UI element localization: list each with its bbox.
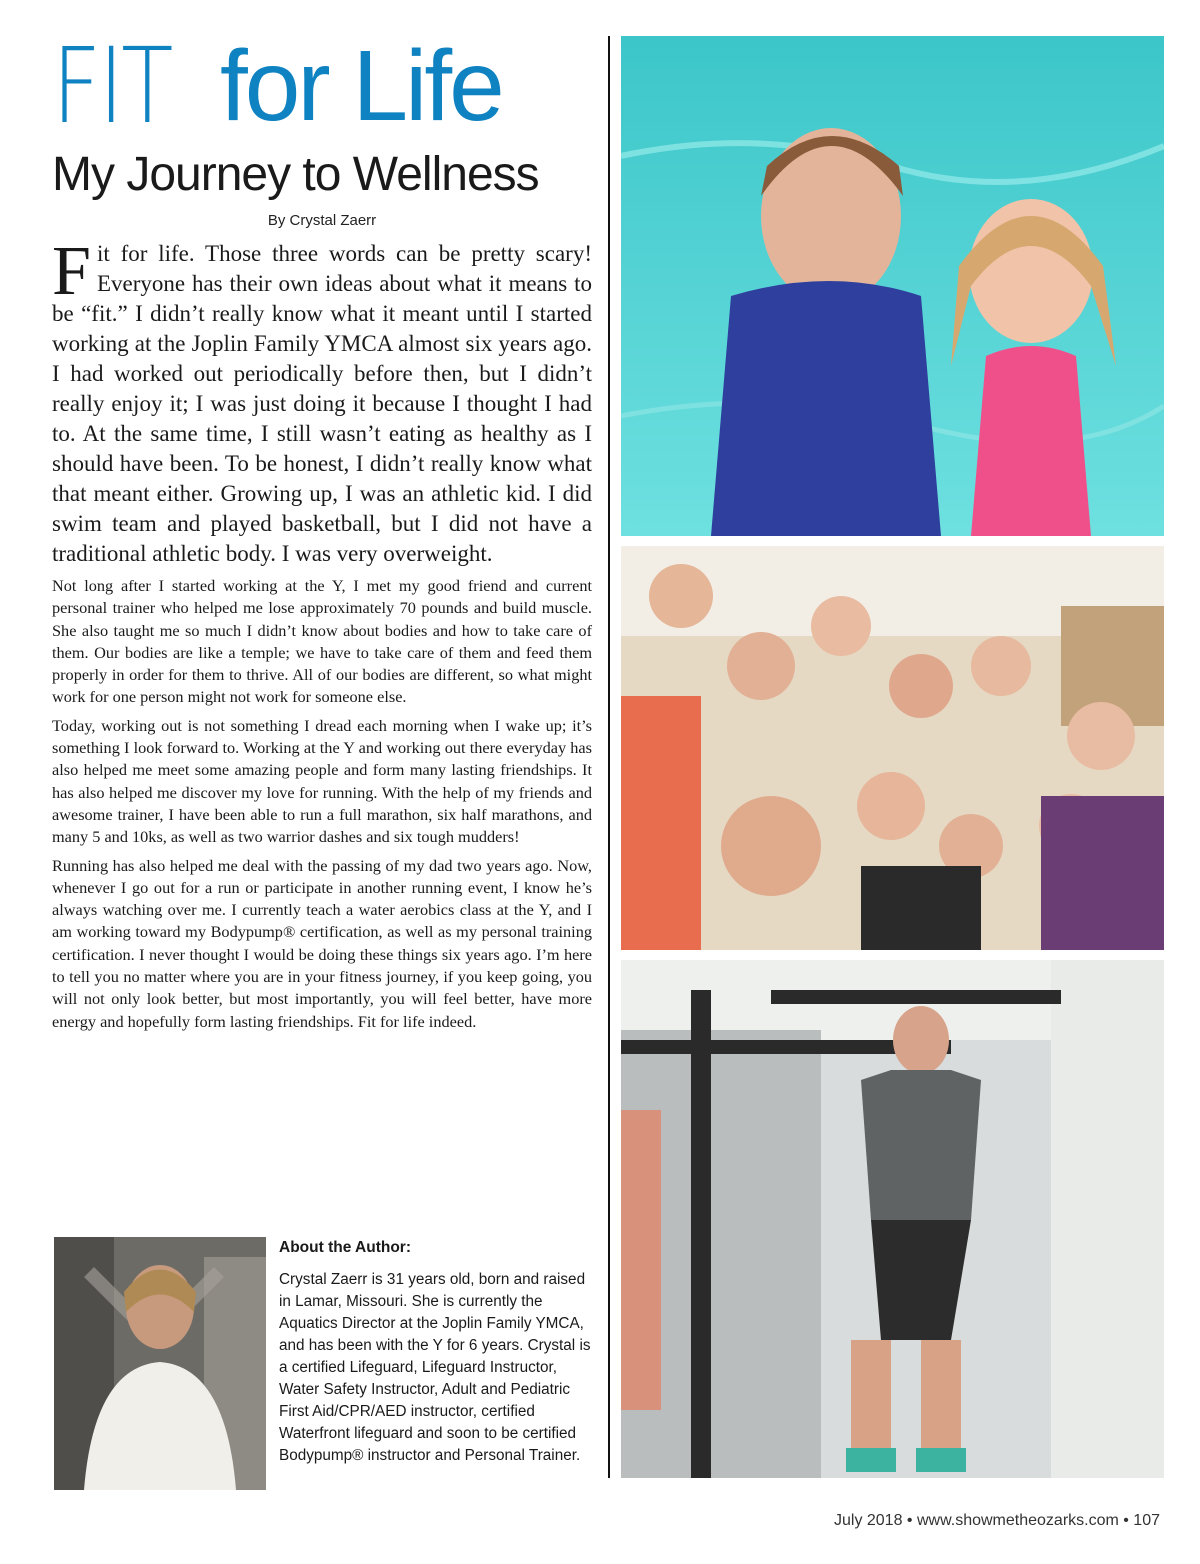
column-divider: [608, 36, 610, 1478]
pullup-photo: [621, 960, 1164, 1478]
body-paragraph-3: Running has also helped me deal with the passing of my dad two years ago. Now, whenever I go out for a run or participate in another running event, I know he’s always watching over me. I currently teach a water aerobics class at the Y, and I am working toward my Bodypump® certification, as well as my personal training certification. I never thought I would be doing these things six years ago. I’m here to tell you no matter where you are in your fitness journey, if you keep going, you will not only look better, but most importantly, you will feel better, have more energy and hopefully form lasting friendships. Fit for life indeed.: [52, 855, 592, 1031]
title-for-life: for Life: [220, 30, 502, 142]
author-photo: [54, 1237, 266, 1490]
byline: By Crystal Zaerr: [267, 212, 377, 229]
group-photo: [621, 546, 1164, 950]
drop-cap: F: [52, 233, 91, 310]
title-fit: FIT: [52, 25, 171, 147]
about-the-author: [279, 1237, 599, 1467]
body-paragraph-2: Today, working out is not something I dread each morning when I wake up; it’s something I look forward to. Working at the Y and working out there everyday has also helped me meet some amazing people and form many lasting friendships. It has also helped me discover my love for running. With the help of my friends and awesome trainer, I have been able to run a full marathon, six half marathons, and many 5 and 10ks, as well as two warrior dashes and six tough mudders!: [52, 715, 592, 847]
body-paragraph-1: Not long after I started working at the Y, I met my good friend and current personal trainer who helped me lose approximately 70 pounds and build muscle. She also taught me so much I didn’t know about bodies and how to take care of them. Our bodies are like a temple; we have to take care of them and feed them properly in order for them to thrive. All of our bodies are different, so what might work for one person might not work for someone else.: [52, 576, 592, 707]
lead-paragraph: [52, 233, 592, 569]
page-footer: July 2018 • www.showmetheozarks.com • 107: [833, 1512, 1160, 1529]
article-subtitle: My Journey to Wellness: [52, 148, 539, 201]
about-heading: About the Author:: [279, 1239, 411, 1256]
article-column: [52, 25, 592, 1033]
masthead-title: [52, 25, 592, 147]
about-text: Crystal Zaerr is 31 years old, born and raised in Lamar, Missouri. She is currently the Aquatics Director at the Joplin Family YMCA, and has been with the Y for 6 years. Crystal is a certified Lifeguard, Lifeguard Instructor, Water Safety Instructor, Adult and Pediatric First Aid/CPR/AED instructor, certified Waterfront lifeguard and soon to be certified Bodypump® instructor and Personal Trainer.: [279, 1271, 591, 1464]
lead-text: it for life. Those three words can be pretty scary! Everyone has their own ideas about what it means to be “fit.” I didn’t really know what it meant until I started working at the Joplin Family YMCA almost six years ago. I had worked out periodically before then, but I didn’t really enjoy it; I was just doing it because I thought I had to. At the same time, I still wasn’t eating as healthy as I should have been. To be honest, I didn’t really know what that meant either. Growing up, I was an athletic kid. I did swim team and played basketball, but I did not have a traditional athletic body. I was very overweight.: [52, 241, 592, 566]
pool-photo: [621, 36, 1164, 536]
